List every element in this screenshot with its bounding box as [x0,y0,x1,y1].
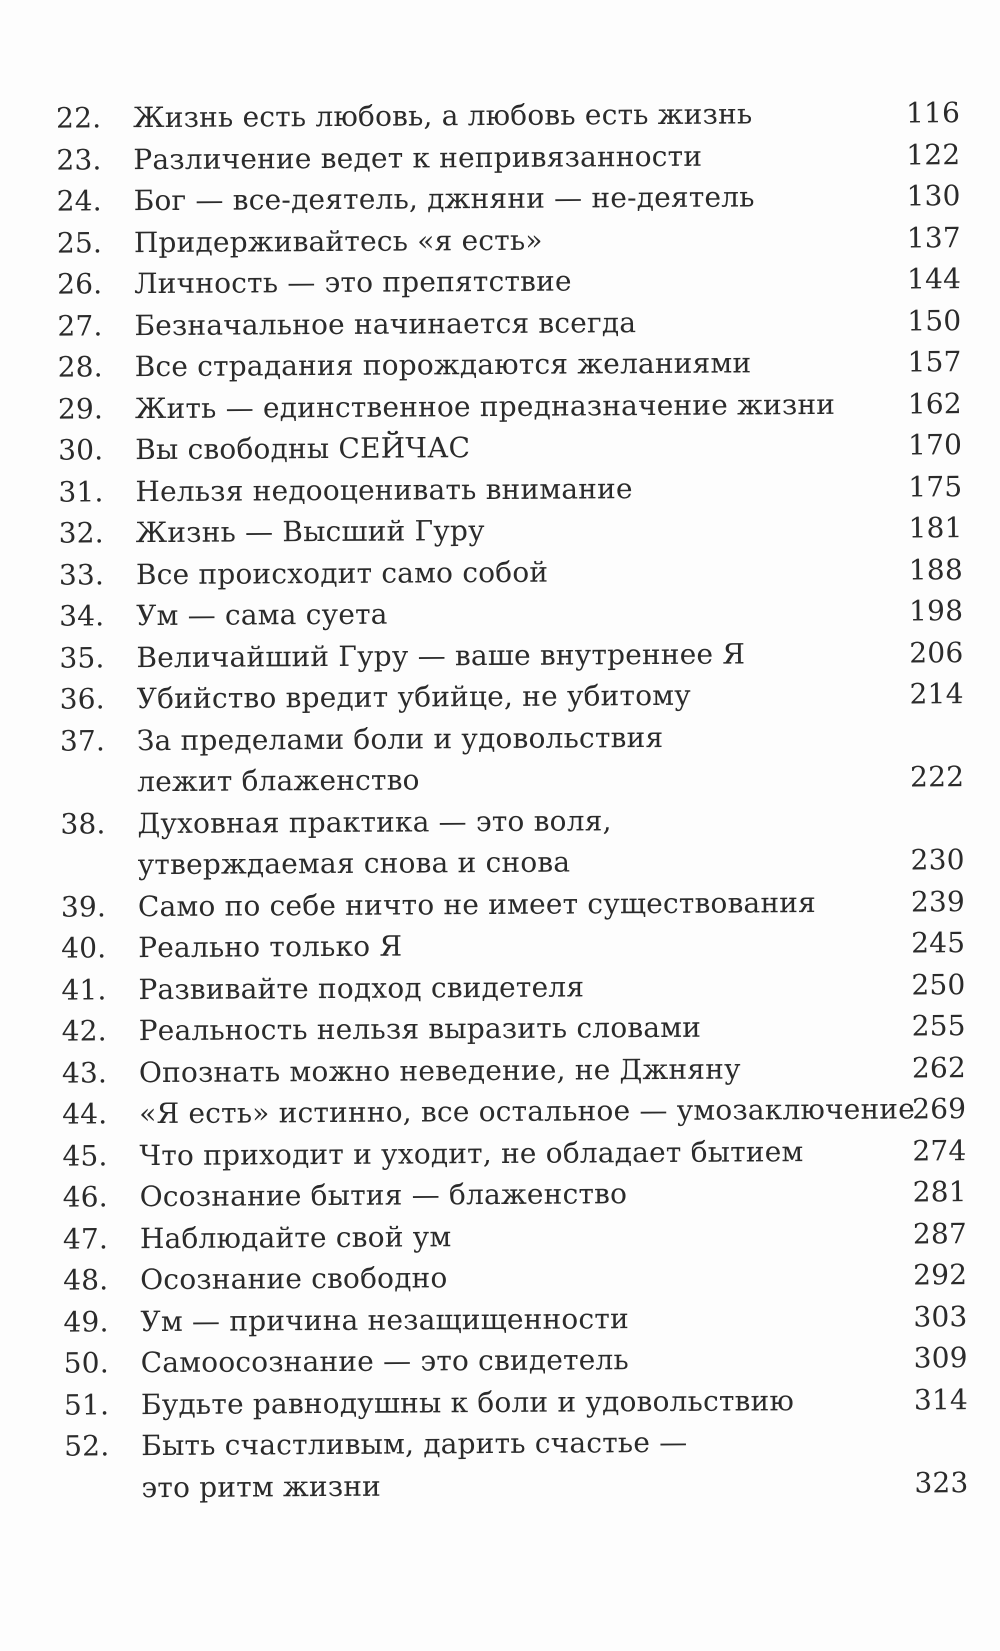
page-number: 314 [913,1382,969,1416]
toc-entry [8,1378,1000,1426]
chapter-title [136,508,896,554]
page-number: 255 [911,1009,966,1043]
toc-entry [1,216,1000,264]
page-number: 323 [914,1465,969,1499]
page-number: 230 [910,843,965,877]
chapter-title-line: Развивайте подход свидетеля [138,969,585,1006]
chapter-title [140,1296,900,1342]
toc-entry [6,1129,1000,1177]
toc-entry [5,880,1000,928]
page-number: 144 [906,262,962,296]
chapter-title-line: Нельзя недооценивать внимание [135,471,633,508]
page-number: 157 [907,345,962,379]
chapter-title [137,715,897,803]
chapter-number: 48. [63,1263,109,1297]
chapter-title [139,1089,916,1135]
toc-entry [1,258,1000,306]
page-number: 303 [913,1299,968,1333]
toc-entry [7,1254,1000,1302]
toc-entry [7,1171,1000,1219]
toc-entry [4,673,1000,721]
chapter-number: 51. [63,1387,110,1422]
chapter-title-line: Безначальное начинается всегда [134,305,637,342]
toc-entry [5,963,1000,1011]
page-number: 162 [907,386,962,420]
toc-entry [4,714,1000,803]
chapter-title [141,1338,901,1384]
chapter-number: 36. [59,682,105,716]
chapter-title [137,798,897,886]
page-number: 250 [911,967,966,1001]
page-number: 170 [907,428,963,462]
chapter-title-line: Жизнь есть любовь, а любовь есть жизнь [133,97,753,135]
page-number: 269 [912,1092,967,1126]
page-number: 175 [908,469,963,503]
page-number: 122 [906,137,961,171]
page-number: 287 [912,1216,968,1250]
page-number: 206 [909,635,964,669]
chapter-number: 24. [56,184,102,218]
page-number: 262 [911,1050,967,1084]
toc-entry [7,1212,1000,1260]
chapter-title-line: Будьте равнодушны к боли и удовольствию [140,1383,795,1421]
chapter-title-line: Опознать можно неведение, не Джняну [138,1051,741,1089]
chapter-title [135,425,895,471]
chapter-title [136,632,896,678]
page-number: 292 [913,1258,968,1292]
chapter-number: 47. [62,1221,109,1256]
page-number: 198 [909,594,964,628]
chapter-title-line: Ум — сама суета [136,597,388,633]
chapter-title-line: Личность — это препятствие [134,264,572,301]
chapter-number: 33. [58,557,105,592]
chapter-number: 35. [59,640,105,675]
chapter-number: 42. [61,1014,107,1048]
toc-entry [6,1005,1000,1053]
chapter-title-line: За пределами боли и удовольствия [136,720,664,757]
chapter-title [134,259,894,305]
toc-entry [0,133,1000,181]
chapter-title-line: Быть счастливым, дарить счастье — [141,1425,688,1463]
toc-entry [3,548,1000,596]
chapter-number: 30. [58,433,104,467]
chapter-title [138,923,898,969]
toc-entry [3,507,1000,555]
chapter-title [135,342,895,388]
toc-entry [8,1337,1000,1385]
chapter-title-line: утверждаемая снова и снова [137,845,571,882]
chapter-title-line: Все страдания порождаются желаниями [134,346,752,384]
toc-entry [4,797,1000,886]
chapter-title-line: Что приходит и уходит, не обладает бытием [139,1134,804,1172]
chapter-number: 25. [56,225,103,260]
chapter-title [133,134,893,180]
chapter-title-line: Ум — причина незащищенности [140,1301,629,1338]
chapter-title-line: Жизнь — Высший Гуру [135,514,485,550]
chapter-title [135,383,895,429]
chapter-title-line: Все происходит само собой [135,555,549,591]
chapter-title [137,674,897,720]
toc-entry [3,631,1000,679]
chapter-title [139,1006,899,1052]
chapter-title-line: лежит блаженство [137,763,420,799]
toc-entry [5,922,1000,970]
page-number: 281 [912,1175,967,1209]
chapter-title [136,591,896,637]
toc-entry [2,465,1000,513]
chapter-number: 41. [61,972,107,1007]
chapter-title [134,217,894,263]
chapter-number: 23. [56,142,102,177]
chapter-title-line: Само по себе ничто не имеет существования [137,885,817,923]
chapter-title [139,1130,899,1176]
chapter-number: 34. [59,599,105,633]
chapter-number: 29. [57,391,104,426]
chapter-title [133,93,893,139]
chapter-title-line: Придерживайтесь «я есть» [133,223,543,259]
page-number: 274 [912,1133,967,1167]
chapter-title-line: «Я есть» истинно, все остальное — умозаключение [139,1092,916,1131]
toc-entry [1,175,1000,223]
page-number: 181 [908,511,963,545]
chapter-title [140,1255,900,1301]
toc-entry [0,92,1000,140]
chapter-title [141,1379,901,1425]
chapter-number: 46. [62,1180,108,1214]
chapter-title [139,1047,899,1093]
chapter-number: 44. [62,1097,108,1131]
chapter-title-line: Различение ведет к непривязанности [133,139,703,176]
chapter-number: 27. [57,308,103,343]
page-number: 130 [906,179,961,213]
chapter-title-line: Вы свободны СЕЙЧАС [135,431,471,467]
chapter-title [134,300,894,346]
page-number: 150 [907,303,962,337]
toc-entry [6,1046,1000,1094]
page-number: 214 [909,677,964,711]
toc-entry [2,341,1000,389]
chapter-title [135,466,895,512]
chapter-number: 45. [62,1138,108,1173]
chapter-title-line: Самоосознание — это свидетель [140,1343,630,1380]
toc-entry [8,1420,1000,1509]
chapter-number: 28. [57,350,103,384]
chapter-title [136,549,896,595]
page-number: 245 [911,926,966,960]
chapter-title [141,1421,901,1509]
chapter-title-line: Реально только Я [138,929,403,965]
chapter-number: 40. [61,931,107,965]
page-number: 137 [906,220,961,254]
chapter-title-line: Величайший Гуру — ваше внутреннее Я [136,636,746,674]
page-number: 309 [913,1341,968,1375]
chapter-title-line: Жить — единственное предназначение жизни [134,387,836,425]
chapter-number: 43. [61,1055,108,1090]
chapter-title-line: Бог — все-деятель, джняни — не-деятель [133,180,755,218]
chapter-title-line: Реальность нельзя выразить словами [138,1010,702,1048]
chapter-number: 49. [63,1304,109,1339]
chapter-title [140,1213,900,1259]
page-number: 222 [910,760,965,794]
toc-entry [2,424,1000,472]
page-number: 188 [908,552,963,586]
chapter-number: 52. [64,1429,110,1463]
chapter-title-line: Осознание свободно [140,1261,448,1297]
toc-entry [3,590,1000,638]
chapter-title-line: Убийство вредит убийце, не убитому [136,678,691,716]
chapter-number: 39. [60,889,107,924]
page-number: 116 [905,96,961,130]
chapter-title-line: Осознание бытия — блаженство [139,1177,628,1214]
chapter-title [134,176,894,222]
chapter-title [138,964,898,1010]
chapter-title [140,1172,900,1218]
chapter-number: 37. [59,723,106,758]
page-number: 239 [910,884,966,918]
table-of-contents [0,92,1000,1509]
chapter-number: 38. [60,806,106,841]
chapter-title [138,881,898,927]
chapter-number: 26. [57,267,103,301]
chapter-number: 22. [56,101,102,135]
chapter-number: 31. [58,474,104,509]
chapter-title-line: Духовная практика — это воля, [137,803,612,840]
toc-entry [1,299,1000,347]
chapter-number: 32. [58,516,104,550]
toc-entry [7,1295,1000,1343]
chapter-title-line: Наблюдайте свой ум [139,1219,452,1255]
chapter-title-line: это ритм жизни [141,1469,382,1504]
toc-entry [2,382,1000,430]
toc-entry [6,1088,1000,1136]
chapter-number: 50. [63,1346,109,1380]
